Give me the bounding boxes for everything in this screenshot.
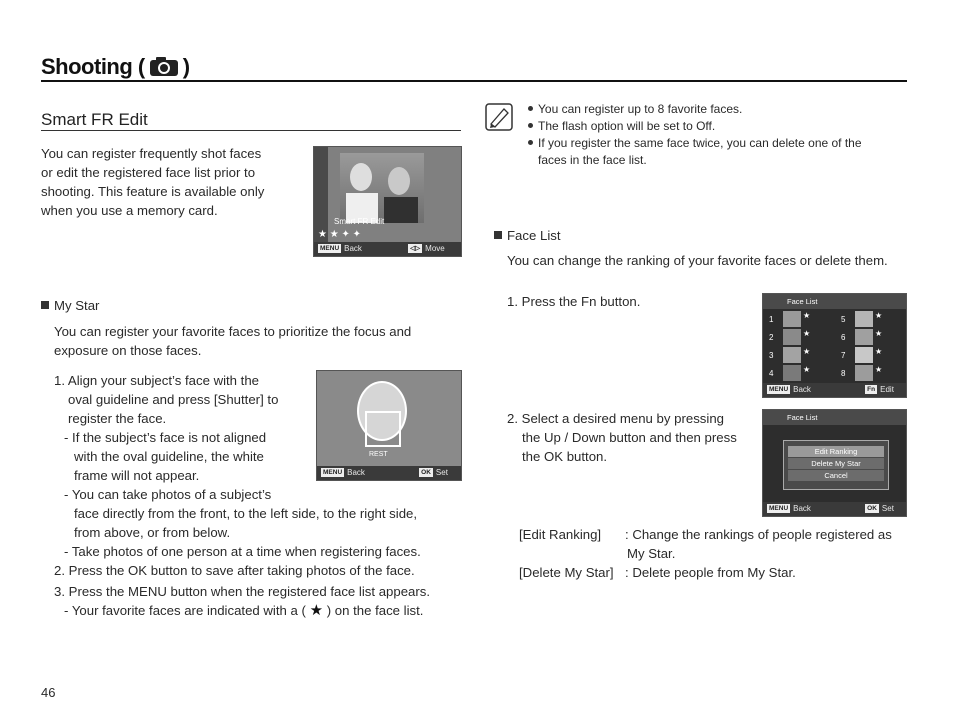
face-shape [350,163,372,191]
note-icon [484,102,514,132]
section-rule [41,130,461,131]
face-thumb [783,329,801,345]
step-text: ) on the face list. [326,603,424,618]
menu-tag: MENU [320,245,340,252]
def-row [519,563,919,582]
def-term: [Delete My Star] [519,565,614,580]
my-star-desc [54,322,411,360]
star-icon: ★ [875,329,883,338]
step-line: 3. Press the MENU button when the registered face list appears. [54,584,431,599]
star-icon: ★ [803,347,811,356]
step-line-star [54,601,464,620]
camera-icon [147,56,181,78]
rank-number: 5 [841,315,846,324]
menu-option-cancel[interactable]: Cancel [788,470,884,481]
nav-tag: ◁▷ [410,245,421,252]
square-bullet-icon [41,301,49,309]
square-bullet-icon [494,231,502,239]
face-shape [388,167,410,195]
back-label: Back [344,244,362,253]
star-icon: ★ [803,365,811,374]
steps-list [54,371,464,620]
page-number: 46 [41,685,56,700]
back-label: Back [347,468,365,477]
back-label: Back [793,385,811,394]
desc-line: You can register your favorite faces to prioritize the focus and [54,324,412,339]
ok-tag: OK [421,469,431,476]
header-title-post: ) [182,54,190,79]
camera-screen-smart-fr [313,146,462,257]
step-fn: 1. Press the Fn button. [507,294,641,309]
rank-number: 1 [769,315,774,324]
step-line: face directly from the front, to the left side, to the right side, [74,506,418,521]
intro-text [41,144,264,220]
step-line: - If the subject’s face is not aligned [64,430,267,445]
dot-bullet-icon [528,123,533,128]
def-desc: : Delete people from My Star. [625,565,796,580]
menu-tag: MENU [323,469,343,476]
star-icon: ★ [875,311,883,320]
step-line: the Up / Down button and then press [522,430,737,445]
rank-number: 3 [769,351,774,360]
camera-screen-menu [762,409,907,517]
face-thumb [783,311,801,327]
back-label: Back [793,504,811,513]
face-thumb [783,347,801,363]
star-icon: ★ [803,329,811,338]
menu-option-delete-my-star[interactable]: Delete My Star [788,458,884,469]
popup-menu [783,440,889,490]
star-icon: ★ [309,602,324,619]
rank-number: 4 [769,369,774,378]
note-text: You can register up to 8 favorite faces. [538,102,743,116]
note-item [528,101,862,118]
face-thumb [855,329,873,345]
star-icon: ★ [875,347,883,356]
my-star-heading-text: My Star [54,298,100,313]
ok-tag: OK [867,505,877,512]
face-thumb [855,365,873,381]
note-text: faces in the face list. [538,153,647,167]
def-desc: : Change the rankings of people registered as [625,527,892,542]
note-text: The flash option will be set to Off. [538,119,716,133]
notes-list [528,101,862,169]
screen-bottom-bar [314,242,461,256]
desc-line: exposure on those faces. [54,343,202,358]
star-icon: ★ [875,365,883,374]
step-select [507,409,737,466]
menu-tag: MENU [769,505,789,512]
body-shape [384,197,418,223]
menu-tag: MENU [769,386,789,393]
def-row [519,525,919,544]
note-text: If you register the same face twice, you can delete one of the [538,136,862,150]
step-text: - Your favorite faces are indicated with a ( [64,603,306,618]
screen-photo [340,153,424,223]
star-icon: ★ [803,311,811,320]
dot-bullet-icon [528,106,533,111]
screen-bottom-bar [763,383,906,397]
step-line: - Take photos of one person at a time when registering faces. [64,544,421,559]
camera-screen-face-list [762,293,907,398]
step-line: 2. Press the OK button to save after taking photos of the face. [54,563,415,578]
intro-line: when you use a memory card. [41,203,218,218]
intro-line: You can register frequently shot faces [41,146,262,161]
rank-number: 2 [769,333,774,342]
page-header [41,54,190,80]
step-line: 2. Select a desired menu by pressing [507,411,724,426]
screen-label: Smart FR Edit [334,217,385,226]
face-list-column [763,309,835,385]
def-term: [Edit Ranking] [519,527,602,542]
step-line: frame will not appear. [74,468,200,483]
section-title: Smart FR Edit [41,110,148,129]
header-rule [41,80,907,82]
screen-bottom-bar [763,502,906,516]
step-line: register the face. [68,411,167,426]
screen-icon-row: ★ ★ ✦ ✦ [318,229,362,240]
fn-tag: Fn [867,386,876,393]
note-item [528,118,862,135]
step-line: the OK button. [522,449,608,464]
rank-number: 7 [841,351,846,360]
menu-option-edit-ranking[interactable]: Edit Ranking [788,446,884,457]
step-line: oval guideline and press [Shutter] to [68,392,279,407]
step-line: from above, or from below. [74,525,231,540]
screen-label: REST [369,451,388,458]
definitions [519,525,919,582]
set-label: Set [435,468,448,477]
my-star-heading [41,296,99,315]
rank-number: 6 [841,333,846,342]
face-list-title: Face List [763,410,906,425]
dot-bullet-icon [528,140,533,145]
step-line: 1. Align your subject’s face with the [54,373,260,388]
intro-line: or edit the registered face list prior to [41,165,256,180]
face-thumb [855,311,873,327]
face-list-desc: You can change the ranking of your favorite faces or delete them. [507,253,888,268]
face-thumb [855,347,873,363]
face-thumb [783,365,801,381]
step-line: - You can take photos of a subject’s [64,487,272,502]
step-line: with the oval guideline, the white [74,449,264,464]
header-title-pre: Shooting ( [41,54,145,79]
face-list-heading [494,226,561,245]
def-desc-cont: My Star. [627,546,676,561]
intro-line: shooting. This feature is available only [41,184,265,199]
note-item [528,135,862,152]
rank-number: 8 [841,369,846,378]
face-list-heading-text: Face List [507,228,561,243]
face-list-column [835,309,907,385]
set-label: Set [881,504,894,513]
move-label: Move [425,244,445,253]
face-list-title: Face List [763,294,906,309]
edit-label: Edit [880,385,894,394]
